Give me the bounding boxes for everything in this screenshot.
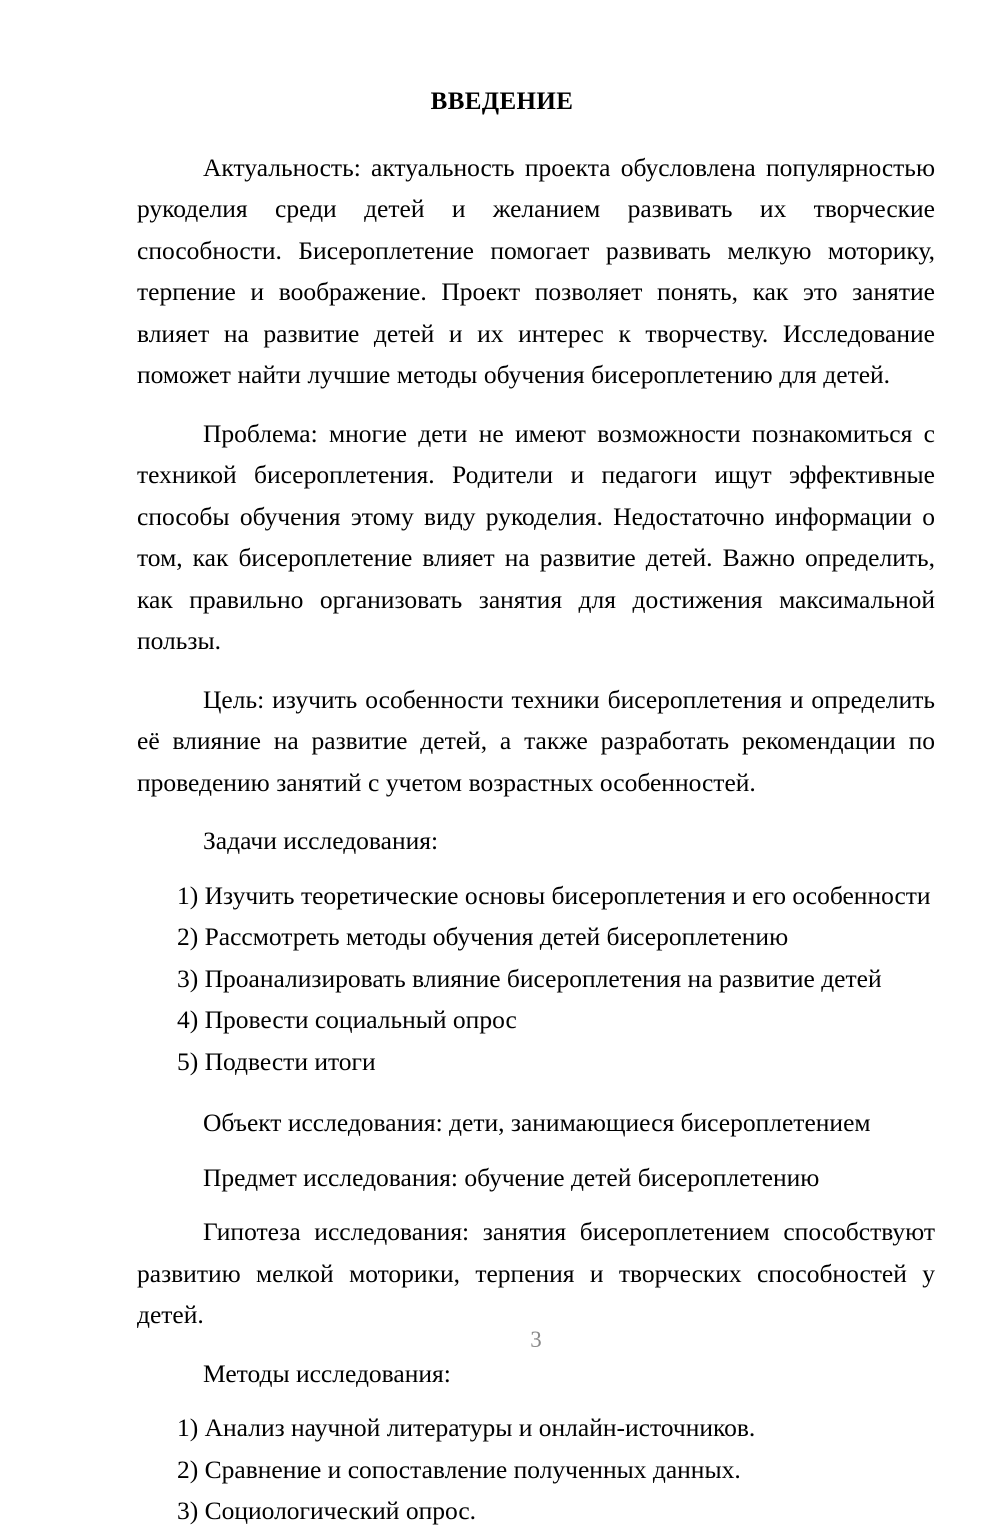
- methods-heading: Методы исследования:: [203, 1358, 451, 1388]
- list-spacer: [137, 1394, 935, 1407]
- list-item: 3) Проанализировать влияние бисероплетения на развитие детей: [177, 963, 882, 993]
- paragraph-spacer: [137, 396, 935, 413]
- paragraph-goal: Цель: изучить особенности техники бисероплетения и определить её влияние на развитие детей, а также разработать рекомендации по проведению занятий с учетом возрастных особенностей.: [137, 684, 935, 797]
- research-subject: Предмет исследования: обучение детей бисероплетению: [203, 1162, 820, 1192]
- document-body: [137, 88, 935, 1532]
- section-spacer: [137, 1082, 935, 1102]
- list-item: 4) Провести социальный опрос: [177, 1005, 517, 1035]
- list-item: 2) Сравнение и сопоставление полученных данных.: [177, 1454, 741, 1484]
- page-number: 3: [530, 1327, 542, 1352]
- paragraph-spacer: [137, 1198, 935, 1211]
- research-hypothesis: Гипотеза исследования: занятия бисероплетением способствуют развитию мелкой моторики, терпения и творческих способностей у детей.: [137, 1217, 935, 1330]
- paragraph-spacer: [137, 1144, 935, 1157]
- methods-list: [137, 1407, 935, 1532]
- tasks-heading: Задачи исследования:: [203, 826, 439, 856]
- list-spacer: [137, 862, 935, 875]
- research-object: Объект исследования: дети, занимающиеся бисероплетением: [203, 1108, 871, 1138]
- list-item: 5) Подвести итоги: [177, 1046, 376, 1076]
- list-item: 1) Анализ научной литературы и онлайн-источников.: [177, 1413, 756, 1443]
- paragraph-spacer: [137, 662, 935, 679]
- page-title: ВВЕДЕНИЕ: [430, 88, 574, 115]
- list-item: 2) Рассмотреть методы обучения детей бисероплетению: [177, 922, 789, 952]
- tasks-list: [137, 875, 935, 1083]
- paragraph-spacer: [137, 803, 935, 820]
- list-item: 1) Изучить теоретические основы бисероплетения и его особенности: [177, 880, 931, 910]
- paragraph-problem: Проблема: многие дети не имеют возможности познакомиться с техникой бисероплетения. Родители и педагоги ищут эффективные способы обучения этому виду рукоделия. Недостаточно информации о том, как бисероплетение влияет на развитие детей. Важно определить, как правильно организовать занятия для достижения максимальной пользы.: [137, 418, 935, 656]
- list-item: 3) Социологический опрос.: [177, 1496, 477, 1526]
- paragraph-relevance: Актуальность: актуальность проекта обусловлена популярностью рукоделия среди детей и желанием развивать их творческие способности. Бисероплетение помогает развивать мелкую моторику, терпение и воображение. Проект позволяет понять, как это занятие влияет на развитие детей и их интерес к творчеству. Исследование поможет найти лучшие методы обучения бисероплетению для детей.: [137, 152, 935, 390]
